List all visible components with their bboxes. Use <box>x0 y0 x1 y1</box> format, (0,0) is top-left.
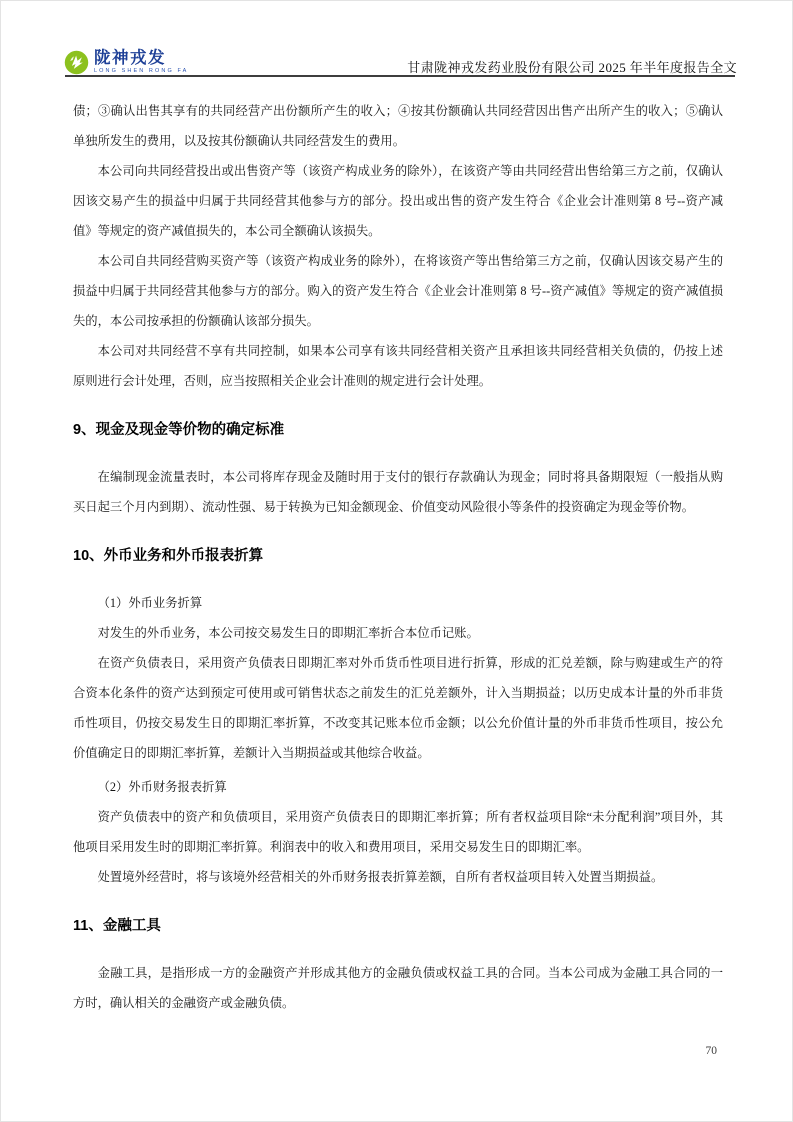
document-title: 甘肃陇神戎发药业股份有限公司 2025 年半年度报告全文 <box>407 60 737 75</box>
section-heading: 11、金融工具 <box>73 918 161 934</box>
paragraph: 本公司自共同经营购买资产等（该资产构成业务的除外），在将该资产等出售给第三方之前，仅确认因该交易产生的损益中归属于共同经营其他参与方的部分。购入的资产发生符合《企业会计准则第 8 号--资产减值》等规定的资产减值损失的，本公司按承担的份额确认该部分损失。 <box>73 254 723 328</box>
sub-heading: （1）外币业务折算 <box>97 596 203 610</box>
logo-wordmark <box>94 50 188 75</box>
paragraph: 金融工具，是指形成一方的金融资产并形成其他方的金融负债或权益工具的合同。当本公司成为金融工具合同的一方时，确认相关的金融资产或金融负债。 <box>73 966 723 1010</box>
document-body <box>73 96 723 1018</box>
paragraph: 债；③确认出售其享有的共同经营产出份额所产生的收入；④按其份额确认共同经营因出售产出所产生的收入；⑤确认单独所发生的费用，以及按其份额确认共同经营发生的费用。 <box>73 104 723 148</box>
paragraph: 对发生的外币业务，本公司按交易发生日的即期汇率折合本位币记账。 <box>97 626 479 640</box>
paragraph: 资产负债表中的资产和负债项目，采用资产负债表日的即期汇率折算；所有者权益项目除“未分配利润”项目外，其他项目采用发生时的即期汇率折算。利润表中的收入和费用项目，采用交易发生日的即期汇率。 <box>73 810 723 854</box>
paragraph: 在编制现金流量表时，本公司将库存现金及随时用于支付的银行存款确认为现金；同时将具备期限短（一般指从购买日起三个月内到期）、流动性强、易于转换为已知金额现金、价值变动风险很小等条件的投资确定为现金等价物。 <box>73 470 723 514</box>
paragraph: 处置境外经营时，将与该境外经营相关的外币财务报表折算差额，自所有者权益项目转入处置当期损益。 <box>97 870 664 884</box>
section-heading: 10、外币业务和外币报表折算 <box>73 548 264 564</box>
paragraph: 在资产负债表日，采用资产负债表日即期汇率对外币货币性项目进行折算，形成的汇兑差额，除与购建或生产的符合资本化条件的资产达到预定可使用或可销售状态之前发生的汇兑差额外，计入当期损益；以历史成本计量的外币非货币性项目，仍按交易发生日的即期汇率折算，不改变其记账本位币金额；以公允价值计量的外币非货币性项目，按公允价值确定日的即期汇率折算，差额计入当期损益或其他综合收益。 <box>73 656 723 760</box>
sub-heading: （2）外币财务报表折算 <box>97 780 227 794</box>
paragraph: 本公司向共同经营投出或出售资产等（该资产构成业务的除外），在该资产等由共同经营出售给第三方之前，仅确认因该交易产生的损益中归属于共同经营其他参与方的部分。投出或出售的资产发生符合《企业会计准则第 8 号--资产减值》等规定的资产减值损失的，本公司全额确认该损失。 <box>73 164 723 238</box>
page-number: 70 <box>705 1045 717 1057</box>
page-header <box>1 1 792 77</box>
logo-leaf-icon <box>64 50 89 75</box>
logo-brand-en: LONG SHEN RONG FA <box>94 68 189 74</box>
company-logo <box>64 50 188 75</box>
paragraph: 本公司对共同经营不享有共同控制，如果本公司享有该共同经营相关资产且承担该共同经营相关负债的，仍按上述原则进行会计处理，否则，应当按照相关企业会计准则的规定进行会计处理。 <box>73 344 723 388</box>
logo-brand-cn: 陇神戎发 <box>94 49 166 67</box>
section-heading: 9、现金及现金等价物的确定标准 <box>73 422 285 438</box>
header-divider <box>65 75 735 77</box>
